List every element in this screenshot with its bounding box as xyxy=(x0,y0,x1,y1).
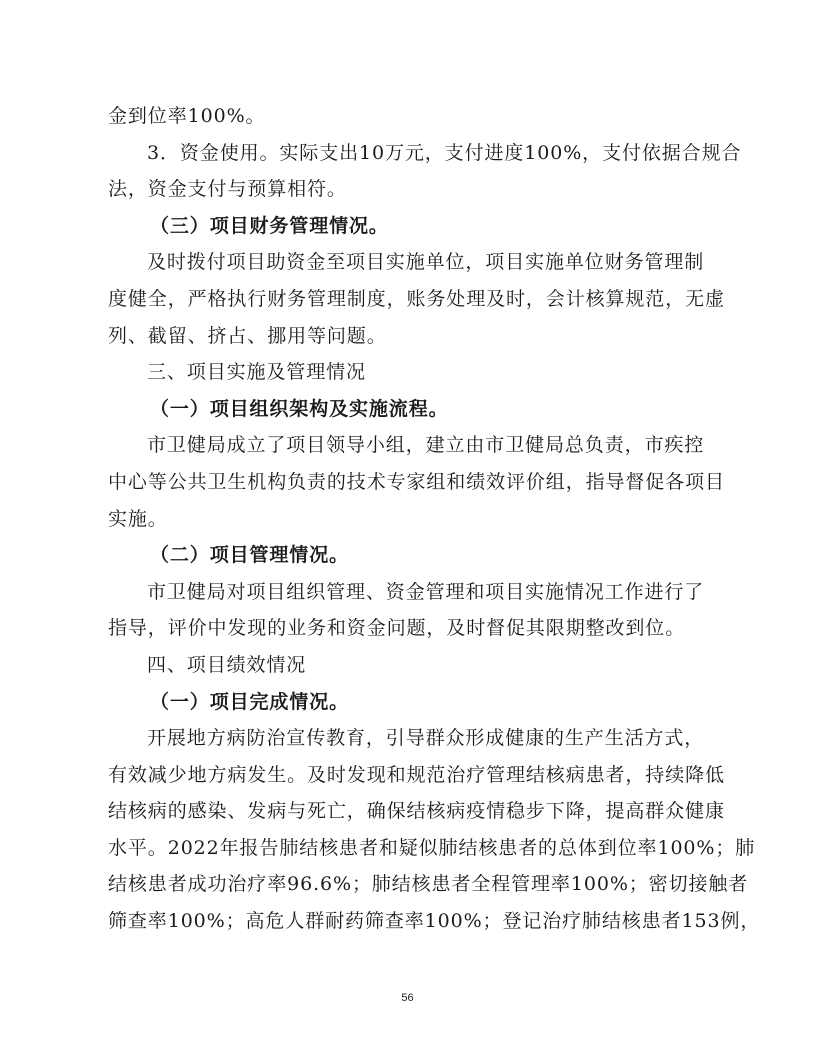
text-line: 市卫健局对项目组织管理、资金管理和项目实施情况工作进行了 xyxy=(147,580,705,603)
section-heading: （三）项目财务管理情况。 xyxy=(150,214,389,237)
text-line: 法，资金支付与预算相符。 xyxy=(108,178,347,201)
text-line: 中心等公共卫生机构负责的技术专家组和绩效评价组，指导督促各项目 xyxy=(108,470,725,493)
text-line: 及时拨付项目助资金至项目实施单位，项目实施单位财务管理制 xyxy=(147,251,705,274)
text-line: 结核患者成功治疗率96.6%；肺结核患者全程管理率100%；密切接触者 xyxy=(108,873,749,896)
section-heading: （一）项目组织架构及实施流程。 xyxy=(150,397,449,420)
section-heading: （二）项目管理情况。 xyxy=(150,544,350,567)
text-line: 筛查率100%；高危人群耐药筛查率100%；登记治疗肺结核患者153例， xyxy=(108,910,761,933)
text-line: 列、截留、挤占、挪用等问题。 xyxy=(108,324,387,347)
text-line: 有效减少地方病发生。及时发现和规范治疗管理结核病患者，持续降低 xyxy=(108,763,725,786)
text-line: 开展地方病防治宣传教育，引导群众形成健康的生产生活方式， xyxy=(147,727,705,750)
text-line: 指导，评价中发现的业务和资金问题，及时督促其限期整改到位。 xyxy=(108,617,686,640)
text-line: 实施。 xyxy=(108,507,168,530)
text-line: 结核病的感染、发病与死亡，确保结核病疫情稳步下降，提高群众健康 xyxy=(108,800,725,823)
chapter-heading: 三、项目实施及管理情况 xyxy=(147,361,366,384)
chapter-heading: 四、项目绩效情况 xyxy=(147,653,307,676)
text-line: 市卫健局成立了项目领导小组，建立由市卫健局总负责，市疾控 xyxy=(147,434,705,457)
text-line: 金到位率100%。 xyxy=(108,105,266,127)
body-text xyxy=(108,98,761,940)
section-heading: （一）项目完成情况。 xyxy=(150,690,350,713)
text-line: 3．资金使用。实际支出10万元，支付进度100%，支付依据合规合 xyxy=(147,141,742,164)
page-number: 56 xyxy=(401,992,414,1004)
text-line: 度健全，严格执行财务管理制度，账务处理及时，会计核算规范，无虚 xyxy=(108,287,725,310)
text-line: 水平。2022年报告肺结核患者和疑似肺结核患者的总体到位率100%；肺 xyxy=(108,836,756,859)
